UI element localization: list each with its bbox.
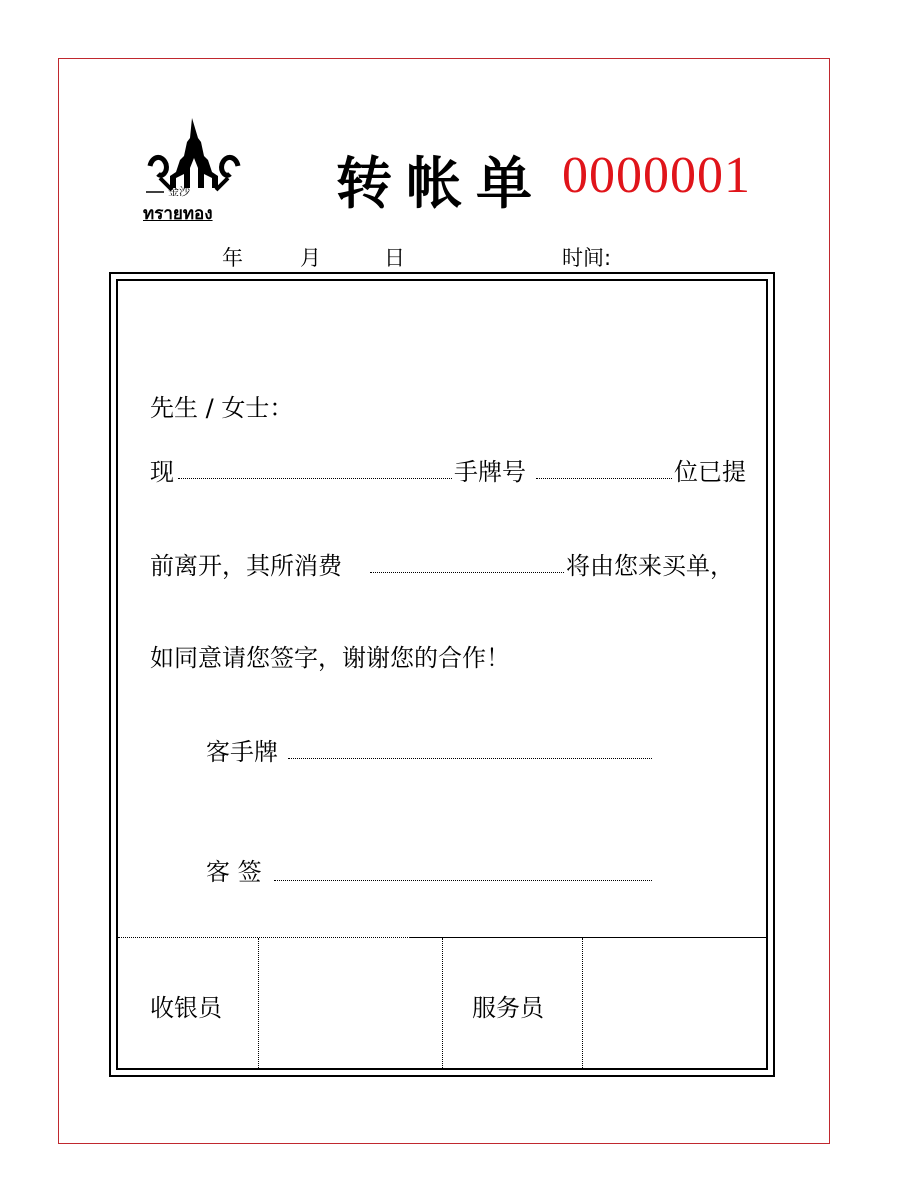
guest-count-field[interactable] — [178, 478, 452, 479]
server-label: 服务员 — [472, 994, 544, 1022]
server-signature-cell[interactable] — [584, 940, 764, 1066]
form-title: 转帐单 — [336, 151, 546, 217]
footer-col-divider-1 — [258, 938, 259, 1068]
line1-suffix: 位已提 — [674, 458, 746, 486]
guest-sign-label: 客 签 — [206, 858, 262, 886]
footer-divider-solid — [410, 937, 766, 938]
day-label: 日 — [384, 246, 405, 270]
year-label: 年 — [222, 246, 243, 270]
cashier-signature-cell[interactable] — [260, 940, 440, 1066]
cashier-label: 收银员 — [150, 994, 222, 1022]
consumption-field[interactable] — [370, 572, 564, 573]
month-label: 月 — [300, 246, 321, 270]
line1-mid: 手牌号 — [454, 458, 526, 486]
guest-tag-field[interactable] — [288, 758, 652, 759]
tag-number-field[interactable] — [536, 478, 672, 479]
footer-divider-dotted — [118, 937, 410, 938]
time-label: 时间: — [562, 246, 612, 270]
salutation: 先生 / 女士： — [150, 394, 294, 422]
logo-chinese-text: 金沙 — [168, 185, 190, 198]
footer-col-divider-3 — [582, 938, 583, 1068]
guest-signature-field[interactable] — [274, 880, 652, 881]
guest-tag-label: 客手牌 — [206, 738, 278, 766]
line2-prefix: 前离开，其所消费 — [150, 552, 342, 580]
line2-suffix: 将由您来买单， — [566, 552, 734, 580]
logo-thai-text: ทรายทอง — [143, 204, 213, 224]
line3-text: 如同意请您签字，谢谢您的合作！ — [150, 644, 510, 672]
footer-col-divider-2 — [442, 938, 443, 1068]
line1-prefix: 现 — [150, 458, 174, 486]
serial-number: 0000001 — [562, 147, 751, 204]
